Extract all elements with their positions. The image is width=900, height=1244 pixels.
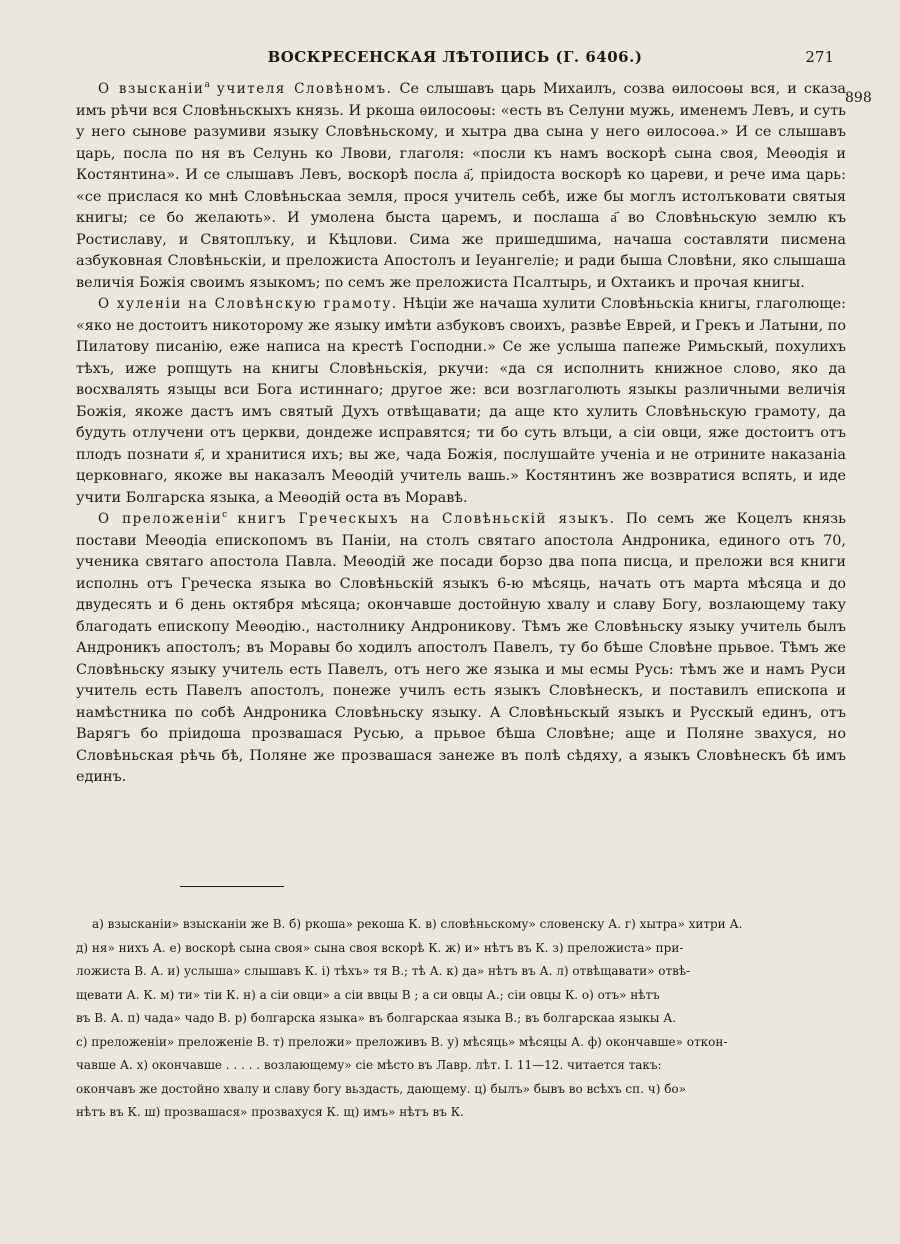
paragraph — [76, 294, 846, 509]
main-text — [76, 79, 846, 789]
running-header: ВОСКРЕСЕНСКАЯ ЛѢТОПИСЬ (Г. 6406.) — [267, 48, 643, 66]
footnote-line: щевати А. К. м) ти» тіи К. н) а сіи овци» а сіи ввцы В ; а си овцы А.; сіи овцы К. о) отъ» нѣтъ — [76, 987, 660, 1002]
footnote-line: с) преложеніи» преложеніе В. т) преложи» преложивъ В. у) мѣсяць» мѣсяцы А. ф) окончавше» откон- — [76, 1034, 728, 1049]
page-number: 271 — [805, 48, 834, 66]
paragraph-text: Нѣціи же начаша хулити Словѣньскіа книгы, глаголюще: «яко не достоитъ никоторому же языку имѣти азбуковъ своихъ, развѣе Еврей, и Грекъ и Латыни, по Пилатову писанію, еже написа на крестѣ Господни.» Се же услыша папеже Римьскый, похулихъ тѣхъ, иже ропщуть на книгы Словѣньскія, ркучи: «да ся исполнить книжное слово, яко да восхвалять языцы вси Бога истиннаго; другое же: вси возглаголють языкы различными величія Божія, якоже дастъ имъ святый Духъ отвѣщавати; да аще кто хулить Словѣньскую грамоту, да будуть отлучени отъ церкви, дондеже исправятся; ти бо суть влъци, а сіи овци, яже достоитъ отъ плодъ познати я҃, и хранитися ихъ; вы же, чада Божія, послушайте ученіа и не отрините наказаніа церковнаго, якоже вы наказалъ Меѳодій учитель вашь.» Костянтинъ же возвратися вспять, и иде учити Болгарска языка, а Меѳодій оста въ Моравѣ. — [76, 296, 846, 506]
footnote-line: ложиста В. А. и) услыша» слышавъ К. і) тѣхъ» тя В.; тѣ А. к) да» нѣтъ въ А. л) отвѣщавати» отвѣ- — [76, 964, 691, 978]
paragraph-text: По семъ же Коцелъ князь постави Меѳодіа епископомъ въ Паніи, на столъ святаго апостола Андроника, единого отъ 70, ученика святаго апостола Павла. Меѳодій же посади борзо два попа писца, и преложи вся книги исполнь отъ Греческа языка во Словѣньскій языкъ 6-ю мѣсяць, начать отъ марта мѣсяца и до двудесять и 6 день октября мѣсяца; окончавше достойную хвалу и славу Богу, возлающему таку благодать епископу Меѳодію., настолнику Андроникову. Тѣмъ же Словѣньску языку учитель былъ Андроникъ апостолъ; въ Моравы бо ходилъ апостолъ Павелъ, ту бо бѣше Словѣне прьвое. Тѣмъ же Словѣньску языку учитель есть Павелъ, отъ него же языка и мы есмы Русь: тѣмъ же и намъ Руси учитель есть Павелъ апостолъ, понеже училъ есть языкъ Словѣнескъ, и поставилъ епископа и намѣстника по собѣ Андроника Словѣньску языку. А Словѣньскый языкъ и Русскый единъ, отъ Варягъ бо пріидоша прозвашася Русью, а прьвое бѣша Словѣне; аще и Поляне звахуся, но Словѣньская рѣчь бѣ, Поляне же прозвашася занеже въ полѣ сѣдяху, а языкъ Словѣнескъ бѣ имъ единъ. — [76, 511, 846, 785]
paragraph-text: Се слышавъ царь Михаилъ, созва ѳилосоѳы вся, и сказа имъ рѣчи вся Словѣньскыхъ князь. И ркоша ѳилосоѳы: «есть въ Селуни мужь, именемъ Левъ, и суть у него сынове разумиви языку Словѣньскому, и хытра два сына у него ѳилосоѳа.» И се слышавъ царь, посла по ня въ Селунь ко Лвови, глаголя: «посли къ намъ воскорѣ сына своя, Меѳодія и Костянтина». И се слышавъ Левъ, воскорѣ посла а҃, пріидоста воскорѣ ко цареви, и рече има царь: «се прислася ко мнѣ Словѣньскаа земля, прося учитель себѣ, иже бы моглъ истолъковати святыя книгы; се бо желають». И умолена быста царемъ, и послаша а҃ во Словѣньскую землю къ Ростиславу, и Святоплъку, и Кѣцлови. Сима же пришедшима, начаша составляти писмена азбуковная Словѣньскіи, и преложиста Апостолъ и Іеуангеліе; и ради быша Словѣни, яко слышаша величія Божія своимъ языкомъ; по семъ же преложиста Псалтырь, и Охтаикъ и прочая книгы. — [76, 81, 846, 291]
footnote-line: въ В. А. п) чада» чадо В. р) болгарска языка» въ болгарскаа языка В.; въ болгарскаа языкы А. — [76, 1011, 677, 1025]
footnote-line: а) взысканіи» взысканіи же В. б) ркоша» рекоша К. в) словѣньскому» словенску А. г) хытра» хитри А. — [92, 917, 743, 931]
footnotes — [76, 913, 841, 1125]
section-heading-rest: книгъ Греческыхъ на Словѣньскій языкъ. — [237, 511, 616, 527]
note-mark: а — [204, 80, 210, 91]
paragraph — [76, 509, 846, 789]
footnote-divider — [180, 886, 284, 887]
note-mark: с — [222, 510, 228, 521]
footnote-line: чавше А. х) окончавше . . . . . возлающему» сіе мѣсто въ Лавр. лѣт. I. 11—12. читается такъ: — [76, 1058, 662, 1072]
section-heading-rest: учителя Словѣномъ. — [216, 81, 393, 97]
footnote-line: окончавъ же достойно хвалу и славу богу вьздасть, дающему. ц) былъ» бывъ во всѣхъ сп. ч) бо» — [76, 1081, 687, 1096]
footnote-line: нѣтъ въ К. ш) прозвашася» прозвахуся К. щ) имъ» нѣтъ въ К. — [76, 1105, 464, 1119]
section-heading: О хуленіи на Словѣнскую грамоту. — [98, 296, 398, 312]
section-heading: О преложеніи — [98, 511, 223, 527]
margin-year: 898 — [845, 90, 872, 106]
paragraph — [76, 79, 846, 294]
footnote-line: д) ня» нихъ А. е) воскорѣ сына своя» сына своя вскорѣ К. ж) и» нѣтъ въ К. з) преложиста» при- — [76, 940, 684, 955]
section-heading: О взысканіи — [98, 81, 205, 97]
